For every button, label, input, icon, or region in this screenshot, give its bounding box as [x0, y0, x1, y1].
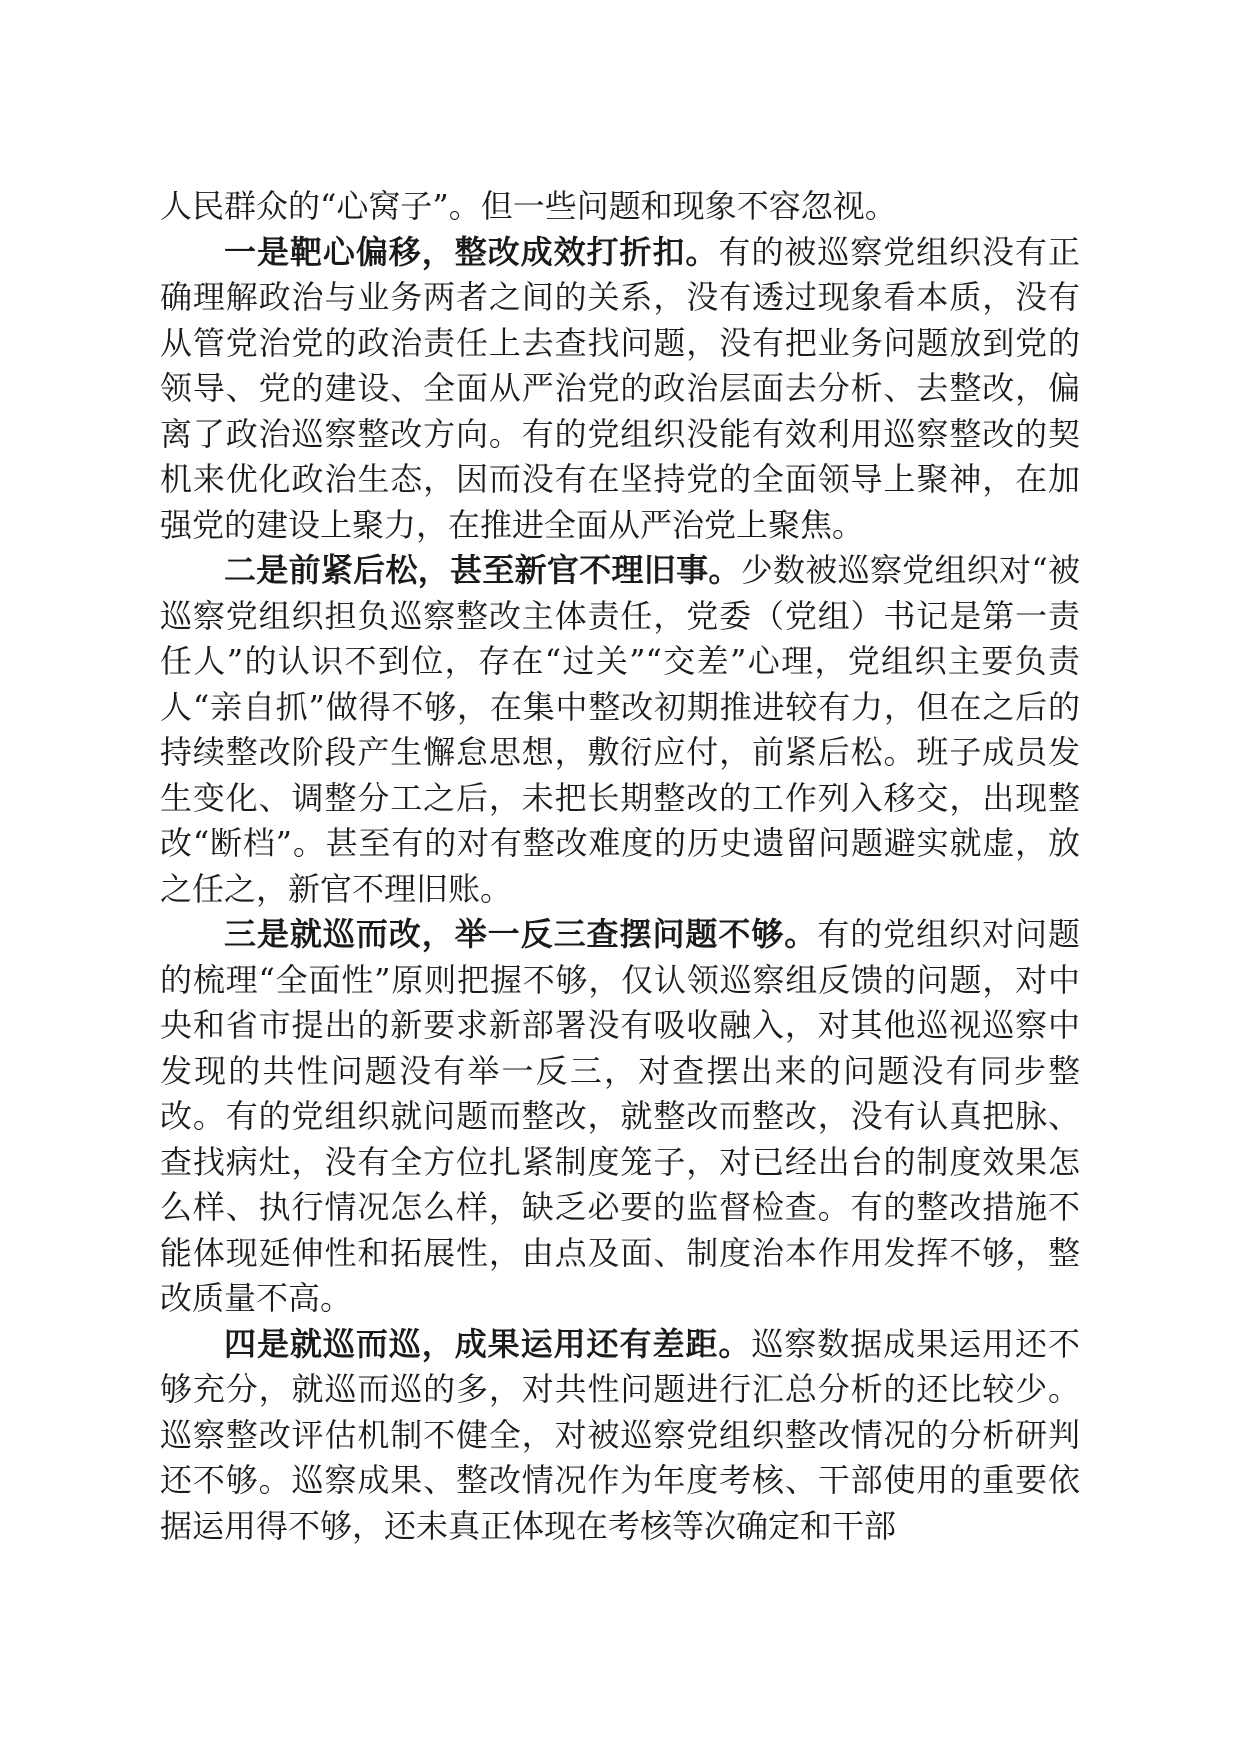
paragraph-point-2 — [160, 548, 1080, 912]
paragraph-point-3 — [160, 912, 1080, 1322]
paragraph-continuation — [160, 184, 1080, 230]
paragraph-heading: 三是就巡而改，举一反三查摆问题不够。 — [224, 915, 818, 953]
document-page — [160, 184, 1080, 1549]
paragraph-point-1 — [160, 230, 1080, 549]
paragraph-text: 少数被巡察党组织对“被巡察党组织担负巡察整改主体责任，党委（党组）书记是第一责任人”的认识不到位，存在“过关”“交差”心理，党组织主要负责人“亲自抓”做得不够，在集中整改初期推进较有力，但在之后的持续整改阶段产生懈怠思想，敷衍应付，前紧后松。班子成员发生变化、调整分工之后，未把长期整改的工作列入移交，出现整改“断档”。甚至有的对有整改难度的历史遗留问题避实就虚，放之任之，新官不理旧账。 — [160, 551, 1080, 908]
paragraph-text: 有的党组织对问题的梳理“全面性”原则把握不够，仅认领巡察组反馈的问题，对中央和省市提出的新要求新部署没有吸收融入，对其他巡视巡察中发现的共性问题没有举一反三，对查摆出来的问题没有同步整改。有的党组织就问题而整改，就整改而整改，没有认真把脉、查找病灶，没有全方位扎紧制度笼子，对已经出台的制度效果怎么样、执行情况怎么样，缺乏必要的监督检查。有的整改措施不能体现延伸性和拓展性，由点及面、制度治本作用发挥不够，整改质量不高。 — [160, 915, 1080, 1317]
paragraph-heading: 四是就巡而巡，成果运用还有差距。 — [224, 1324, 752, 1363]
paragraph-heading: 二是前紧后松，甚至新官不理旧事。 — [224, 551, 741, 589]
paragraph-point-4 — [160, 1322, 1080, 1550]
paragraph-text: 有的被巡察党组织没有正确理解政治与业务两者之间的关系，没有透过现象看本质，没有从管党治党的政治责任上去查找问题，没有把业务问题放到党的领导、党的建设、全面从严治党的政治层面去分析、去整改，偏离了政治巡察整改方向。有的党组织没能有效利用巡察整改的契机来优化政治生态，因而没有在坚持党的全面领导上聚神，在加强党的建设上聚力，在推进全面从严治党上聚焦。 — [160, 232, 1080, 544]
paragraph-text: 巡察数据成果运用还不够充分，就巡而巡的多，对共性问题进行汇总分析的还比较少。巡察整改评估机制不健全，对被巡察党组织整改情况的分析研判还不够。巡察成果、整改情况作为年度考核、干部使用的重要依据运用得不够，还未真正体现在考核等次确定和干部 — [160, 1324, 1080, 1545]
paragraph-text: 人民群众的“心窝子”。但一些问题和现象不容忽视。 — [160, 187, 897, 225]
paragraph-heading: 一是靶心偏移，整改成效打折扣。 — [224, 232, 719, 271]
